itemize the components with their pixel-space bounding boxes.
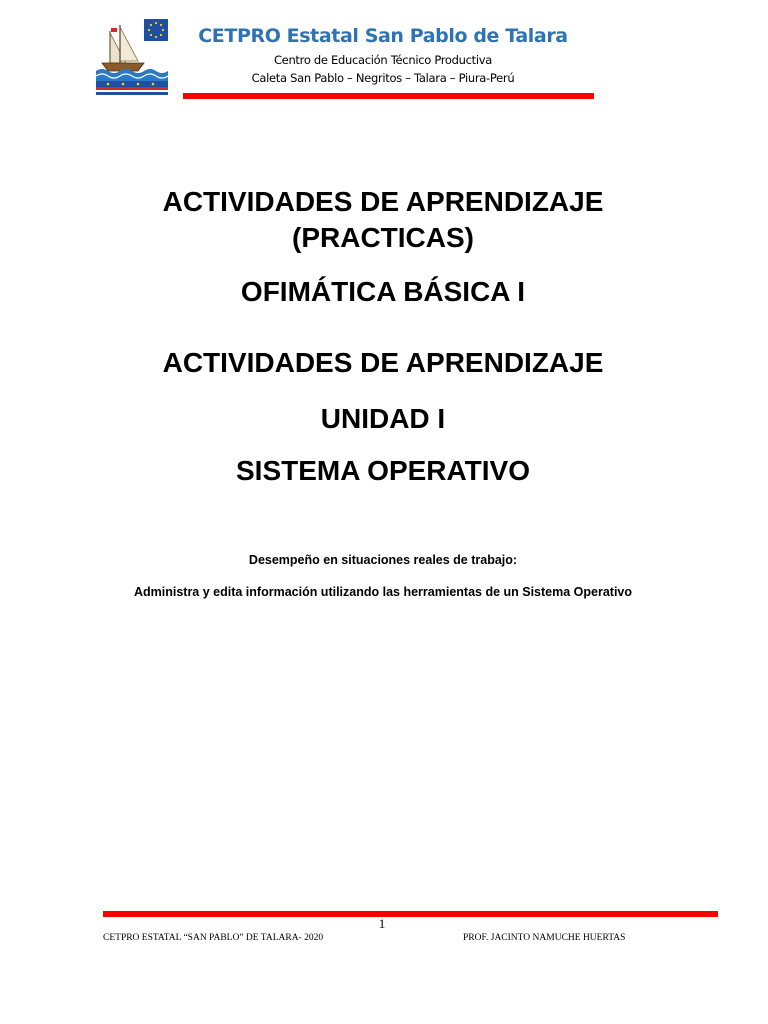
institution-name: CETPRO Estatal San Pablo de Talara <box>198 25 568 47</box>
institution-subtitle: Centro de Educación Técnico Productiva <box>273 53 493 67</box>
performance-description: Administra y edita información utilizando las herramientas de un Sistema Operativo <box>133 585 633 599</box>
unit-topic: SISTEMA OPERATIVO <box>235 455 531 486</box>
institution-address: Caleta San Pablo – Negritos – Talara – Piura-Perú <box>251 71 515 85</box>
document-title-subtitle: (PRACTICAS) <box>292 222 474 253</box>
footer-divider <box>103 911 718 917</box>
unit-title: UNIDAD I <box>320 403 446 434</box>
performance-label: Desempeño en situaciones reales de trabajo: <box>248 553 518 567</box>
footer-author: PROF. JACINTO NAMUCHE HUERTAS <box>463 933 626 943</box>
header-divider <box>183 93 594 99</box>
page-number: 1 <box>378 916 386 931</box>
ship-crest-logo-icon <box>96 19 168 95</box>
footer-institution: CETPRO ESTATAL “SAN PABLO” DE TALARA- 2020 <box>103 933 324 943</box>
course-title: OFIMÁTICA BÁSICA I <box>240 276 526 307</box>
section-title: ACTIVIDADES DE APRENDIZAJE <box>162 347 604 378</box>
document-title: ACTIVIDADES DE APRENDIZAJE <box>162 186 604 217</box>
institution-logo <box>96 19 168 95</box>
